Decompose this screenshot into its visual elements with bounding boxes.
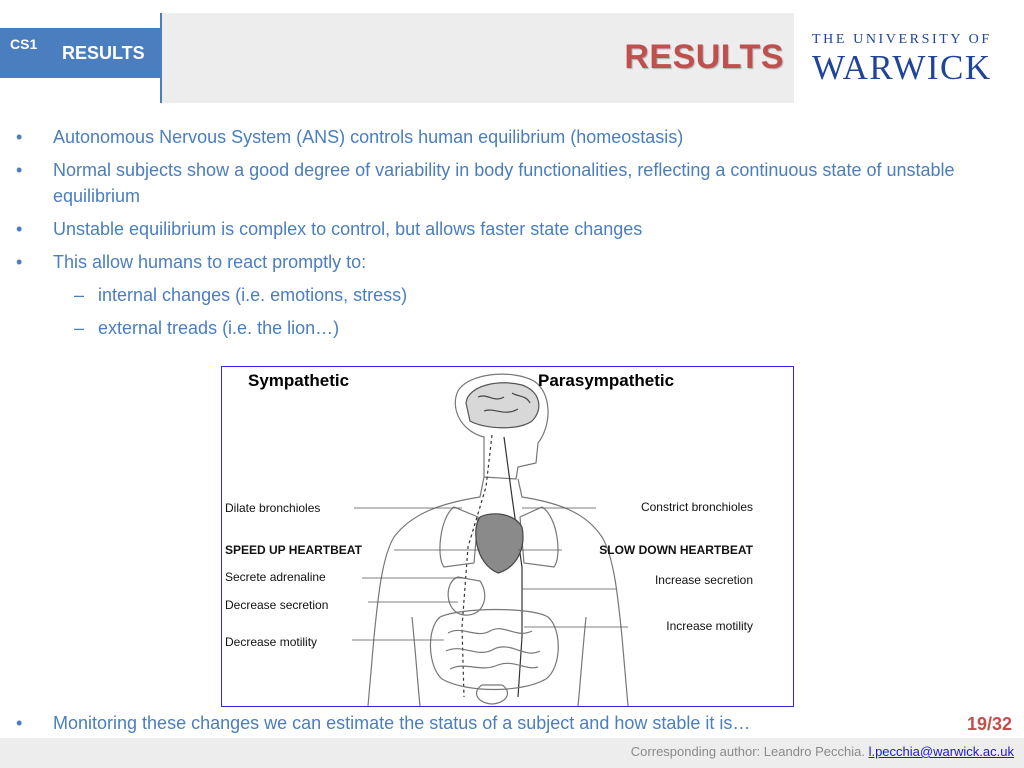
author-email-link[interactable]: l.pecchia@warwick.ac.uk [868, 744, 1014, 759]
sub-bullet-item [16, 315, 996, 341]
sympathetic-label: SPEED UP HEARTBEAT [225, 543, 362, 557]
bullet-marker: • [16, 219, 23, 239]
brain-shape [466, 383, 539, 428]
parasympathetic-label: Constrict bronchioles [640, 500, 753, 514]
ans-diagram [221, 366, 794, 707]
bullet-marker: • [16, 252, 23, 272]
bullet-marker: • [16, 127, 23, 147]
footer-author: Corresponding author: Leandro Pecchia. [630, 744, 865, 759]
bullet-item [16, 124, 996, 150]
sub-bullet-text: external treads (i.e. the lion…) [98, 318, 340, 338]
university-logo [812, 32, 1004, 88]
heart [476, 514, 523, 573]
bullet-marker: • [16, 160, 23, 180]
section-code: CS1 [10, 36, 38, 52]
slide-title: RESULTS [624, 38, 784, 76]
bullet-text: Normal subjects show a good degree of variability in body functionalities, reflecting a continuous state of unstable equilibrium [53, 160, 955, 206]
page-number: 19/32 [966, 714, 1012, 734]
section-title: RESULTS [62, 43, 145, 63]
footer-text [631, 744, 1014, 759]
bullet-marker: • [16, 713, 23, 733]
sympathetic-label: Dilate bronchioles [225, 501, 321, 515]
sympathetic-heading: Sympathetic [248, 371, 350, 390]
bottom-bullet-text: Monitoring these changes we can estimate the status of a subject and how stable it is… [53, 713, 751, 733]
logo-main-text: WARWICK [812, 48, 992, 87]
bullet-text: Autonomous Nervous System (ANS) controls human equilibrium (homeostasis) [53, 127, 684, 147]
bullet-item [16, 249, 996, 275]
sympathetic-label: Secrete adrenaline [225, 570, 326, 584]
bullet-item [16, 157, 996, 209]
parasympathetic-heading: Parasympathetic [538, 371, 675, 390]
section-tab-divider [160, 13, 162, 103]
sub-bullet-marker: – [74, 318, 85, 338]
sympathetic-label: Decrease motility [225, 635, 318, 649]
footer-bar [0, 738, 1024, 768]
bullet-text: Unstable equilibrium is complex to control, but allows faster state changes [53, 219, 643, 239]
bottom-bullet-item [16, 710, 953, 736]
section-tab [0, 28, 160, 78]
sub-bullet-text: internal changes (i.e. emotions, stress) [98, 285, 408, 305]
parasympathetic-label: Increase secretion [654, 573, 753, 587]
sub-bullet-marker: – [74, 285, 85, 305]
parasympathetic-label: Increase motility [666, 619, 753, 633]
logo-top-text: THE UNIVERSITY OF [812, 32, 992, 47]
parasympathetic-label: SLOW DOWN HEARTBEAT [599, 543, 753, 557]
bullet-text: This allow humans to react promptly to: [53, 252, 367, 272]
torso-outline [368, 477, 628, 706]
sub-bullet-item [16, 282, 996, 308]
bladder [477, 685, 508, 704]
body-illustration [222, 367, 793, 706]
bullet-item [16, 216, 996, 242]
sympathetic-label: Decrease secretion [225, 598, 329, 612]
bullet-list [16, 124, 996, 348]
